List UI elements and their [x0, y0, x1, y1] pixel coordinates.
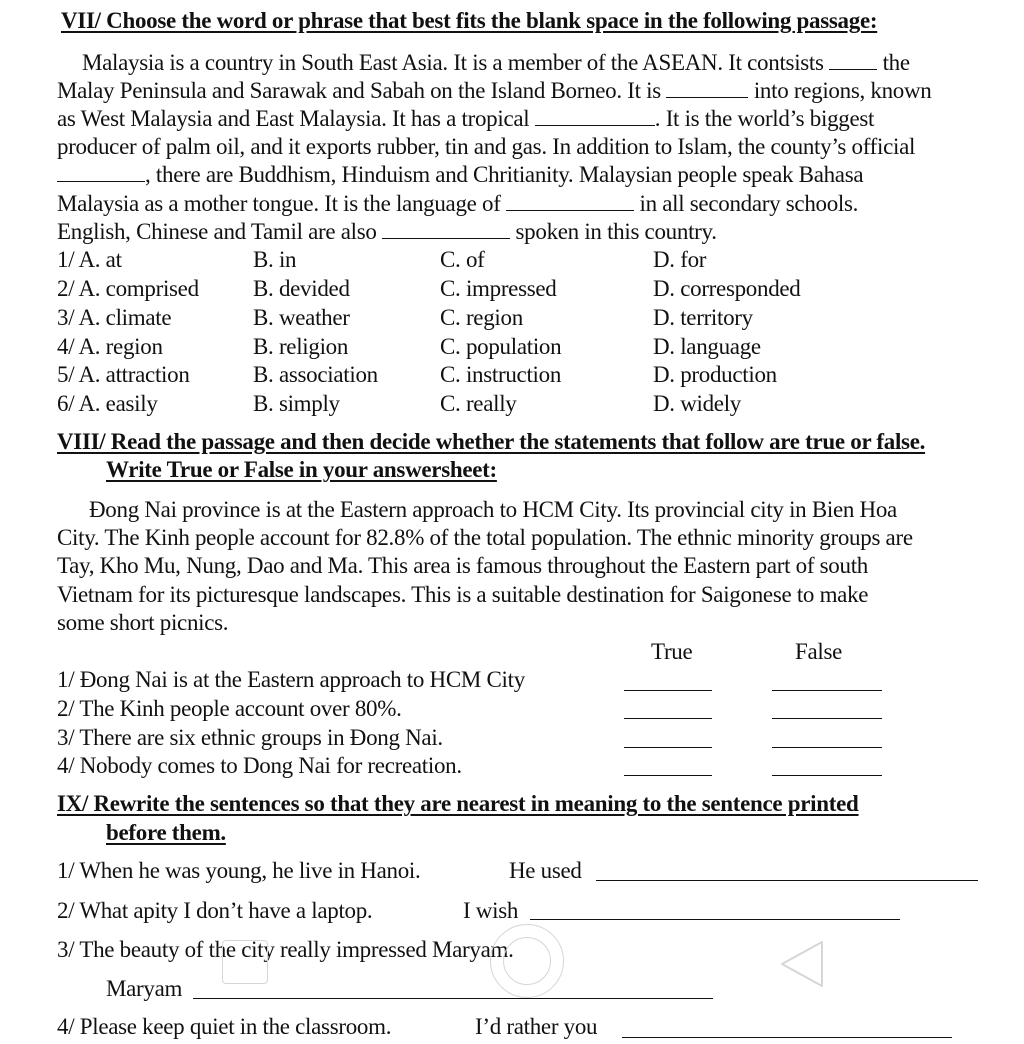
column-true: True	[651, 639, 693, 664]
s7-passage-line-2: Malay Peninsula and Sarawak and Sabah on the Island Borneo. It is into regions, known	[57, 78, 932, 103]
back-triangle-icon[interactable]	[776, 938, 828, 990]
option-4b: B. religion	[253, 334, 349, 359]
rewrite-answer-line-4[interactable]	[622, 1037, 952, 1038]
s7-passage-line-1: Malaysia is a country in South East Asia. It is a member of the ASEAN. It contsists the	[82, 50, 910, 75]
s7-passage-line-4: producer of palm oil, and it exports rubber, tin and gas. In addition to Islam, the county’s official	[57, 134, 916, 159]
option-6c: C. really	[440, 391, 517, 416]
answer-blank-2[interactable]	[666, 79, 748, 98]
rewrite-question-4: 4/ Please keep quiet in the classroom.	[57, 1014, 392, 1039]
rewrite-prompt-3: Maryam	[106, 976, 183, 1001]
answer-blank-1[interactable]	[829, 51, 877, 70]
false-blank-3[interactable]	[772, 747, 882, 748]
false-blank-2[interactable]	[772, 718, 882, 719]
option-3c: C. region	[440, 305, 523, 330]
rewrite-prompt-1: He used	[509, 858, 582, 883]
statement-2: 2/ The Kinh people account over 80%.	[57, 696, 402, 721]
s7-passage-line-6: Malaysia as a mother tongue. It is the language of in all secondary schools.	[57, 191, 859, 216]
statement-3: 3/ There are six ethnic groups in Đong Nai.	[57, 725, 443, 750]
s8-passage-line-2: City. The Kinh people account for 82.8% of the total population. The ethnic minority groups are	[57, 525, 913, 550]
circle-icon-inner	[503, 937, 551, 985]
option-1b: B. in	[253, 247, 297, 272]
option-4a: 4/ A. region	[57, 334, 163, 359]
answer-blank-5[interactable]	[506, 192, 634, 211]
rewrite-prompt-2: I wish	[463, 898, 519, 923]
option-5b: B. association	[253, 362, 378, 387]
option-5d: D. production	[653, 362, 777, 387]
rewrite-answer-line-1[interactable]	[596, 880, 978, 881]
option-1a: 1/ A. at	[57, 247, 122, 272]
column-false: False	[795, 639, 843, 664]
square-icon[interactable]	[222, 940, 268, 984]
section8-heading: VIII/ Read the passage and then decide whether the statements that follow are true or false.	[57, 429, 926, 454]
option-4d: D. language	[653, 334, 761, 359]
true-blank-2[interactable]	[624, 718, 712, 719]
true-blank-4[interactable]	[624, 775, 712, 776]
option-6a: 6/ A. easily	[57, 391, 158, 416]
rewrite-question-3: 3/ The beauty of the city really impressed Maryam.	[57, 937, 514, 962]
rewrite-question-1: 1/ When he was young, he live in Hanoi.	[57, 858, 421, 883]
answer-blank-4[interactable]	[57, 163, 145, 182]
option-5c: C. instruction	[440, 362, 562, 387]
s8-passage-line-5: some short picnics.	[57, 610, 229, 635]
false-blank-4[interactable]	[772, 775, 882, 776]
option-5a: 5/ A. attraction	[57, 362, 190, 387]
false-blank-1[interactable]	[772, 690, 882, 691]
option-3d: D. territory	[653, 305, 753, 330]
true-blank-1[interactable]	[624, 690, 712, 691]
option-2b: B. devided	[253, 276, 350, 301]
rewrite-question-2: 2/ What apity I don’t have a laptop.	[57, 898, 373, 923]
option-6b: B. simply	[253, 391, 340, 416]
option-2a: 2/ A. comprised	[57, 276, 199, 301]
true-blank-3[interactable]	[624, 747, 712, 748]
s8-passage-line-1: Đong Nai province is at the Eastern approach to HCM City. Its provincial city in Bien Hoa	[89, 497, 897, 522]
section9-heading: IX/ Rewrite the sentences so that they are nearest in meaning to the sentence printed	[57, 791, 859, 816]
rewrite-answer-line-2[interactable]	[530, 919, 900, 920]
option-6d: D. widely	[653, 391, 742, 416]
section9-subheading: before them.	[106, 820, 226, 845]
section8-subheading: Write True or False in your answersheet:	[106, 457, 497, 482]
section7-heading: VII/ Choose the word or phrase that best fits the blank space in the following passage:	[61, 8, 878, 33]
option-3b: B. weather	[253, 305, 350, 330]
option-3a: 3/ A. climate	[57, 305, 172, 330]
rewrite-answer-line-3[interactable]	[193, 998, 713, 999]
statement-1: 1/ Đong Nai is at the Eastern approach to HCM City	[57, 667, 525, 692]
s7-passage-line-3: as West Malaysia and East Malaysia. It has a tropical . It is the world’s biggest	[57, 106, 875, 131]
statement-4: 4/ Nobody comes to Dong Nai for recreation.	[57, 753, 462, 778]
option-2d: D. corresponded	[653, 276, 801, 301]
s7-passage-line-7: English, Chinese and Tamil are also spoken in this country.	[57, 219, 717, 244]
option-1c: C. of	[440, 247, 485, 272]
option-4c: C. population	[440, 334, 562, 359]
s8-passage-line-3: Tay, Kho Mu, Nung, Dao and Ma. This area is famous throughout the Eastern part of south	[57, 553, 868, 578]
answer-blank-6[interactable]	[382, 220, 510, 239]
answer-blank-3[interactable]	[535, 107, 655, 126]
option-1d: D. for	[653, 247, 707, 272]
rewrite-prompt-4: I’d rather you	[475, 1014, 598, 1039]
s7-passage-line-5: , there are Buddhism, Hinduism and Chritianity. Malaysian people speak Bahasa	[57, 162, 863, 188]
option-2c: C. impressed	[440, 276, 557, 301]
s8-passage-line-4: Vietnam for its picturesque landscapes. This is a suitable destination for Saigonese to make	[57, 582, 869, 607]
